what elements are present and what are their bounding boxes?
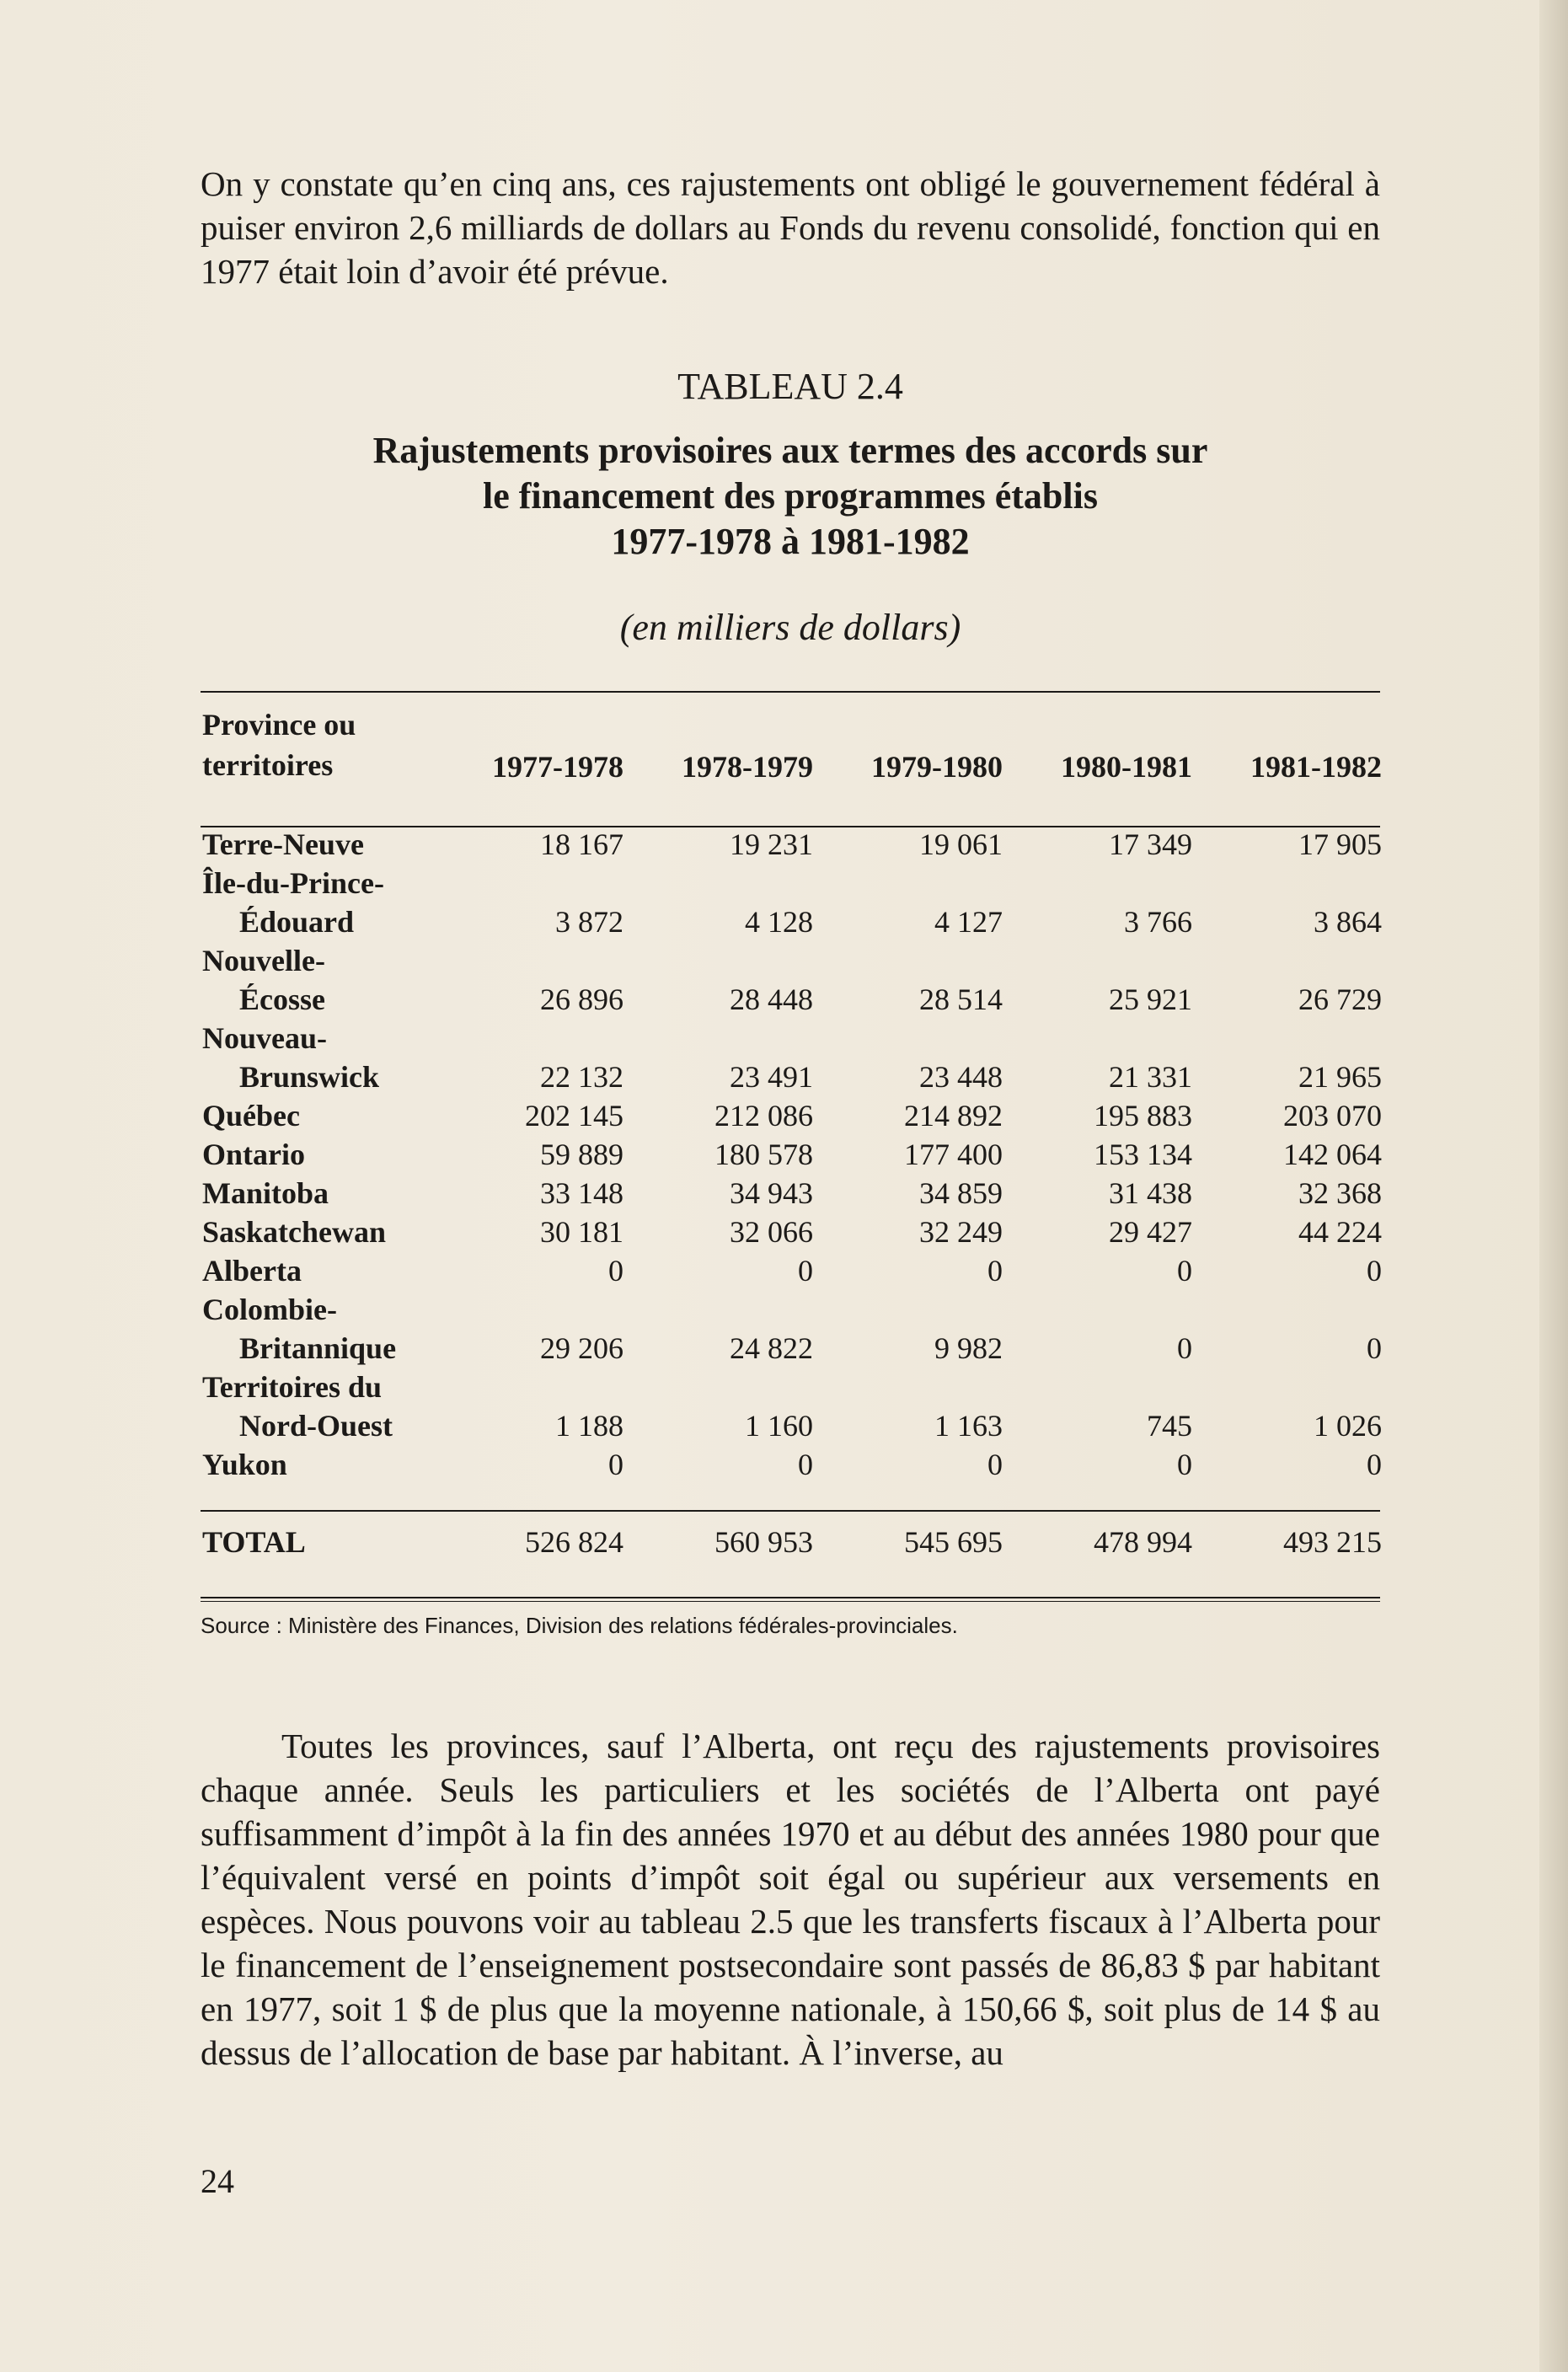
- table-bottom-rule: [201, 1597, 1380, 1598]
- row-label: Édouard: [239, 905, 355, 939]
- table-cell: 153 134: [1094, 1138, 1192, 1171]
- outro-text: Toutes les provinces, sauf l’Alberta, ont reçu des rajustements provisoires chaque année. Seuls les particuliers et les sociétés de l’Alberta ont payé suffisamment d’impôt à la fin des années 1970 et au début des années 1980 pour que l’équivalent versé en points d’impôt soit égal ou supérieur aux versements en espèces. Nous pouvons voir au tableau 2.5 que les transferts fiscaux à l’Alberta pour le financement de l’enseignement postsecondaire sont passés de 86,83 $ par habitant en 1977, soit 1 $ de plus que la moyenne nationale, à 150,66 $, soit plus de 14 $ au dessus de l’allocation de base par habitant. À l’inverse, au: [201, 1727, 1380, 2072]
- row-label: Britannique: [239, 1331, 397, 1365]
- table-title-line: Rajustements provisoires aux termes des accords sur: [372, 430, 1208, 471]
- table-cell: 33 148: [540, 1176, 623, 1210]
- table-cell: 1 188: [555, 1409, 623, 1443]
- table-title-line: 1977-1978 à 1981-1982: [611, 521, 970, 562]
- total-cell: 526 824: [525, 1525, 623, 1559]
- header-year: 1979-1980: [871, 750, 1003, 784]
- table-cell: 0: [1367, 1254, 1382, 1288]
- table-cell: 745: [1147, 1409, 1192, 1443]
- table-cell: 202 145: [525, 1099, 623, 1132]
- header-year: 1978-1979: [682, 750, 813, 784]
- intro-paragraph: On y constate qu’en cinq ans, ces rajustements ont obligé le gouvernement fédéral à puiser environ 2,6 milliards de dollars au Fonds du revenu consolidé, fonction qui en 1977 était loin d’avoir été prévue.: [201, 164, 1380, 291]
- row-label: Nouvelle-: [202, 944, 325, 977]
- total-cell: 560 953: [714, 1525, 813, 1559]
- table-cell: 59 889: [540, 1138, 623, 1171]
- row-label: Île-du-Prince-: [202, 866, 384, 900]
- table-cell: 1 026: [1314, 1409, 1382, 1443]
- row-label: Alberta: [202, 1254, 302, 1288]
- table-cell: 177 400: [904, 1138, 1003, 1171]
- table-cell: 32 368: [1298, 1176, 1382, 1210]
- table-cell: 32 249: [919, 1215, 1003, 1249]
- table-cell: 17 905: [1298, 827, 1382, 861]
- table-cell: 9 982: [934, 1331, 1003, 1365]
- table-cell: 32 066: [730, 1215, 813, 1249]
- table-cell: 23 491: [730, 1060, 813, 1094]
- table-cell: 31 438: [1109, 1176, 1192, 1210]
- table-unit: (en milliers de dollars): [619, 607, 961, 648]
- table-cell: 1 160: [745, 1409, 813, 1443]
- table-cell: 24 822: [730, 1331, 813, 1365]
- table-cell: 0: [1177, 1254, 1192, 1288]
- header-province-line2: territoires: [202, 748, 334, 782]
- table-title: [201, 428, 1380, 565]
- table-cell: 26 729: [1298, 983, 1382, 1016]
- table-cell: 30 181: [540, 1215, 623, 1249]
- row-label: Écosse: [239, 983, 325, 1016]
- table-cell: 3 872: [555, 905, 623, 939]
- row-label: Brunswick: [239, 1060, 380, 1094]
- table-cell: 28 448: [730, 983, 813, 1016]
- row-label: Nouveau-: [202, 1021, 328, 1055]
- row-label: Saskatchewan: [202, 1215, 387, 1249]
- table-cell: 17 349: [1109, 827, 1192, 861]
- row-label: Nord-Ouest: [239, 1409, 393, 1443]
- table-cell: 0: [987, 1254, 1003, 1288]
- table-cell: 26 896: [540, 983, 623, 1016]
- table-bottom-rule-2: [201, 1601, 1380, 1602]
- table-cell: 0: [798, 1254, 813, 1288]
- table-cell: 0: [1367, 1448, 1382, 1481]
- row-label: Terre-Neuve: [202, 827, 364, 861]
- table-cell: 34 859: [919, 1176, 1003, 1210]
- table-cell: 1 163: [934, 1409, 1003, 1443]
- table-cell: 4 128: [745, 905, 813, 939]
- table-cell: 0: [798, 1448, 813, 1481]
- header-year: 1980-1981: [1061, 750, 1192, 784]
- table-cell: 19 231: [730, 827, 813, 861]
- table-cell: 214 892: [904, 1099, 1003, 1132]
- table-cell: 0: [608, 1254, 623, 1288]
- header-year: 1977-1978: [492, 750, 623, 784]
- table-cell: 180 578: [714, 1138, 813, 1171]
- row-label: Manitoba: [202, 1176, 329, 1210]
- table-cell: 142 064: [1283, 1138, 1382, 1171]
- row-label: Québec: [202, 1099, 300, 1132]
- table-cell: 44 224: [1298, 1215, 1382, 1249]
- page-edge: [1539, 0, 1568, 2372]
- table-cell: 203 070: [1283, 1099, 1382, 1132]
- total-label: TOTAL: [202, 1525, 306, 1559]
- table-cell: 195 883: [1094, 1099, 1192, 1132]
- table-cell: 212 086: [714, 1099, 813, 1132]
- table-cell: 21 331: [1109, 1060, 1192, 1094]
- table-cell: 0: [608, 1448, 623, 1481]
- table-cell: 18 167: [540, 827, 623, 861]
- table-cell: 21 965: [1298, 1060, 1382, 1094]
- row-label: Yukon: [202, 1448, 287, 1481]
- table-number: TABLEAU 2.4: [677, 366, 903, 407]
- table-cell: 25 921: [1109, 983, 1192, 1016]
- table-cell: 0: [1177, 1448, 1192, 1481]
- table-title-line: le financement des programmes établis: [483, 475, 1098, 517]
- table-cell: 3 766: [1124, 905, 1192, 939]
- table-cell: 0: [1367, 1331, 1382, 1365]
- page-number: 24: [201, 2162, 234, 2200]
- total-cell: 478 994: [1094, 1525, 1192, 1559]
- table-cell: 0: [1177, 1331, 1192, 1365]
- header-year: 1981-1982: [1250, 750, 1382, 784]
- total-cell: 545 695: [904, 1525, 1003, 1559]
- table-cell: 28 514: [919, 983, 1003, 1016]
- header-province-line1: Province ou: [202, 708, 356, 742]
- total-top-rule: [201, 1510, 1380, 1512]
- table-cell: 19 061: [919, 827, 1003, 861]
- row-label: Ontario: [202, 1138, 305, 1171]
- table-source: Source : Ministère des Finances, Division des relations fédérales-provinciales.: [201, 1613, 958, 1638]
- table-cell: 34 943: [730, 1176, 813, 1210]
- table-cell: 29 427: [1109, 1215, 1192, 1249]
- table-cell: 29 206: [540, 1331, 623, 1365]
- row-label: Colombie-: [202, 1293, 337, 1326]
- table-cell: 0: [987, 1448, 1003, 1481]
- outro-paragraph: [201, 1724, 1380, 2075]
- table-cell: 22 132: [540, 1060, 623, 1094]
- total-cell: 493 215: [1283, 1525, 1382, 1559]
- table-cell: 23 448: [919, 1060, 1003, 1094]
- table-top-rule: [201, 691, 1380, 693]
- table-cell: 3 864: [1314, 905, 1382, 939]
- table-cell: 4 127: [934, 905, 1003, 939]
- row-label: Territoires du: [202, 1370, 382, 1404]
